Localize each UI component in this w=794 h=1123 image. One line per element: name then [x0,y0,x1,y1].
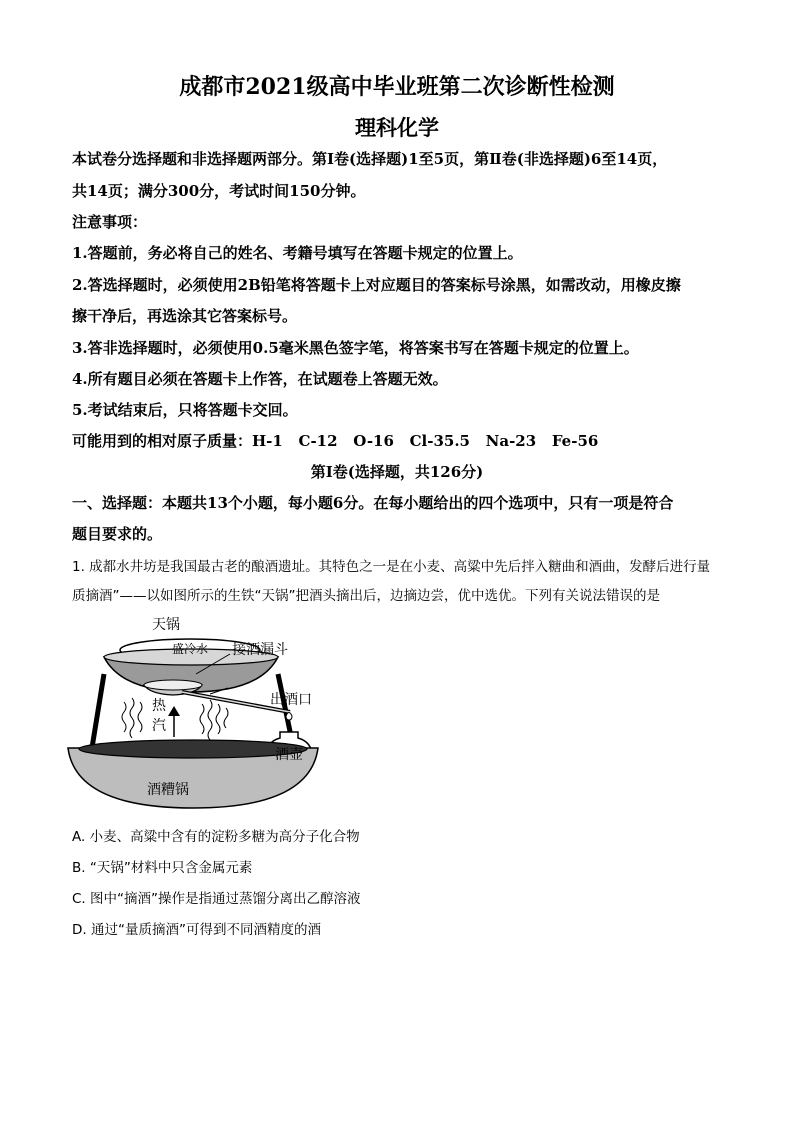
notice-heading: 注意事项： [72,213,148,231]
atomic-masses: 可能用到的相对原子质量：H-1 C-12 O-16 Cl-35.5 Na-23 Fe-56 [72,432,599,450]
notice-item-2-cont: 擦干净后，再选涂其它答案标号。 [72,307,298,325]
steam-lines [122,698,228,740]
option-c: C. 图中“摘酒”操作是指通过蒸馏分离出乙醇溶液 [72,891,361,907]
label-tianguo: 天锅 [152,617,180,633]
notice-item-3: 3.答非选择题时，必须使用0.5毫米黑色签字笔，将答案书写在答题卡规定的位置上。 [72,339,639,357]
pot-contents [79,740,307,758]
intro-line-1: 本试卷分选择题和非选择题两部分。第Ⅰ卷(选择题)1至5页，第Ⅱ卷(非选择题)6至14页， [72,150,668,168]
notice-item-1: 1.答题前，务必将自己的姓名、考籍号填写在答题卡规定的位置上。 [72,244,523,262]
option-a: A. 小麦、高粱中含有的淀粉多糖为高分子化合物 [72,829,360,845]
label-jug: 酒壶 [275,747,303,763]
option-b: B. “天锅”材料中只含金属元素 [72,860,253,876]
notice-item-4: 4.所有题目必须在答题卡上作答，在试题卷上答题无效。 [72,370,448,388]
section-instruction-1: 一、选择题：本题共13个小题，每小题6分。在每小题给出的四个选项中，只有一项是符合 [72,494,674,512]
exam-subject: 理科化学 [355,115,439,140]
section-title: 第Ⅰ卷(选择题，共126分) [310,463,484,481]
label-funnel: 接酒漏斗 [232,642,288,658]
label-pot: 酒糟锅 [147,782,189,798]
question-1-stem-2: 质摘酒”——以如图所示的生铁“天锅”把酒头摘出后，边摘边尝，优中选优。下列有关说法错误的是 [72,588,660,604]
label-steam-2: 汽 [152,718,166,734]
distillation-figure [60,612,360,812]
label-steam-1: 热 [152,698,166,714]
label-outlet: 出酒口 [270,692,312,708]
notice-item-5: 5.考试结束后，只将答题卡交回。 [72,401,298,419]
notice-item-2: 2.答选择题时，必须使用2B铅笔将答题卡上对应题目的答案标号涂黑，如需改动，用橡皮擦 [72,276,681,294]
exam-title: 成都市2021级高中毕业班第二次诊断性检测 [179,74,615,100]
option-d: D. 通过“量质摘酒”可得到不同酒精度的酒 [72,922,321,938]
label-cold-water: 盛冷水 [172,642,209,656]
intro-line-2: 共14页；满分300分，考试时间150分钟。 [72,182,366,200]
question-1-stem-1: 1. 成都水井坊是我国最古老的酿酒遗址。其特色之一是在小麦、高粱中先后拌入糖曲和酒曲，发酵后进行量 [72,559,711,575]
section-instruction-2: 题目要求的。 [72,525,163,543]
drop [286,713,292,721]
